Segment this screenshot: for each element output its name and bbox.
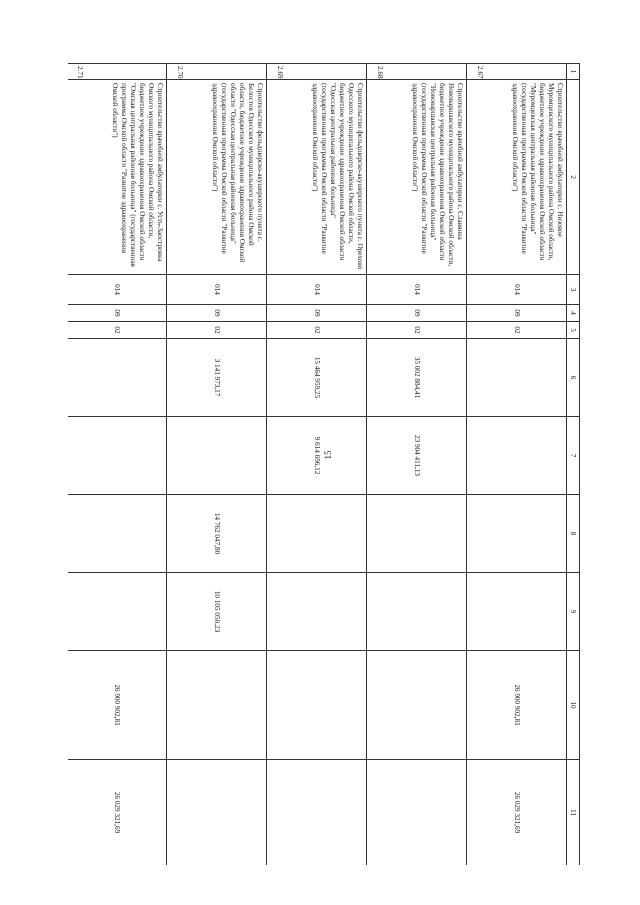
col-header: 10	[567, 651, 580, 760]
cell-col11: 26 029 321,69	[467, 760, 567, 866]
cell-col8: 14 762 047,80	[167, 495, 267, 573]
cell-col7	[167, 417, 267, 495]
col-header: 2	[567, 80, 580, 275]
table-row	[467, 64, 567, 866]
row-number: 2.69	[267, 64, 367, 80]
cell-col5: 02	[267, 322, 367, 339]
table-row	[367, 64, 467, 866]
cell-col9	[68, 573, 167, 651]
col-header: 3	[567, 275, 580, 305]
cell-col9	[367, 573, 467, 651]
cell-col3: 014	[367, 275, 467, 305]
row-description: Строительство фельдшерско-акушерского пункта с. Белостов Одесского муниципального района Омской области, бюджетное учреждение здравоохранения Омской области "Одесская центральная районная больница" (государственная программа Омской области "Развитие здравоохранения Омской области")	[167, 80, 267, 275]
header-row	[567, 64, 580, 866]
cell-col5: 02	[68, 322, 167, 339]
cell-col9	[267, 573, 367, 651]
col-header: 7	[567, 417, 580, 495]
cell-col6: 15 464 959,25	[267, 339, 367, 417]
cell-col10	[267, 651, 367, 760]
col-header: 6	[567, 339, 580, 417]
cell-col3: 014	[467, 275, 567, 305]
cell-col6	[467, 339, 567, 417]
cell-col3: 014	[167, 275, 267, 305]
table-row	[68, 64, 167, 866]
cell-col8	[367, 495, 467, 573]
row-number: 2.68	[367, 64, 467, 80]
cell-col3: 014	[267, 275, 367, 305]
col-header: 1	[567, 64, 580, 80]
row-number: 2.71	[68, 64, 167, 80]
cell-col11	[367, 760, 467, 866]
col-header: 5	[567, 322, 580, 339]
cell-col4: 09	[467, 305, 567, 322]
cell-col5: 02	[467, 322, 567, 339]
cell-col7	[467, 417, 567, 495]
cell-col6: 35 002 884,41	[367, 339, 467, 417]
col-header: 4	[567, 305, 580, 322]
cell-col4: 09	[167, 305, 267, 322]
cell-col7: 23 904 411,13	[367, 417, 467, 495]
table-viewport	[68, 63, 580, 865]
cell-col6	[68, 339, 167, 417]
cell-col4: 09	[367, 305, 467, 322]
cell-col10	[167, 651, 267, 760]
table-row	[167, 64, 267, 866]
cell-col3: 014	[68, 275, 167, 305]
row-description: Строительство врачебной амбулатории с. Усть-Заостровка Омского муниципального района Омской области, бюджетное учреждение здравоохранения Омской области "Омская центральная районная больница" (государственная программа Омской области "Развитие здравоохранения Омской области")	[68, 80, 167, 275]
row-description: Строительство врачебной амбулатории с. Низовое Муромцевского муниципального района Омской области, бюджетное учреждение здравоохранения Омской области "Муромцевская центральная районная больница" (государственная программа Омской области "Развитие здравоохранения Омской области")	[467, 80, 567, 275]
cell-col8	[267, 495, 367, 573]
rotated-page	[68, 63, 580, 865]
cell-col5: 02	[367, 322, 467, 339]
cell-col4: 09	[267, 305, 367, 322]
budget-table	[68, 63, 580, 865]
row-number: 2.70	[167, 64, 267, 80]
cell-col4: 09	[68, 305, 167, 322]
cell-col6: 3 141 973,17	[167, 339, 267, 417]
col-header: 9	[567, 573, 580, 651]
col-header: 8	[567, 495, 580, 573]
table-row	[267, 64, 367, 866]
cell-col10: 26 900 902,81	[68, 651, 167, 760]
page-number: 15	[323, 450, 333, 460]
cell-col10: 26 900 902,81	[467, 651, 567, 760]
cell-col9: 10 105 050,23	[167, 573, 267, 651]
cell-col7: 9 614 696,12	[267, 417, 367, 495]
row-description: Строительство врачебной амбулатории с. Славянка Нововаршавского муниципального района Омской области, бюджетное учреждение здравоохранения Омской области "Нововаршавская центральная районная больница" (государственная программа Омской области "Развитие здравоохранения Омской области")	[367, 80, 467, 275]
row-description: Строительство фельдшерско-акушерского пункта с. Орехово Одесского муниципального района Омской области, бюджетное учреждение здравоохранения Омской области "Одесская центральная районная больница" (государственная программа Омской области "Развитие здравоохранения Омской области")	[267, 80, 367, 275]
cell-col8	[68, 495, 167, 573]
cell-col10	[367, 651, 467, 760]
cell-col9	[467, 573, 567, 651]
row-number: 2.67	[467, 64, 567, 80]
cell-col8	[467, 495, 567, 573]
cell-col5: 02	[167, 322, 267, 339]
cell-col11	[267, 760, 367, 866]
cell-col7	[68, 417, 167, 495]
cell-col11: 26 029 321,69	[68, 760, 167, 866]
col-header: 11	[567, 760, 580, 866]
cell-col11	[167, 760, 267, 866]
